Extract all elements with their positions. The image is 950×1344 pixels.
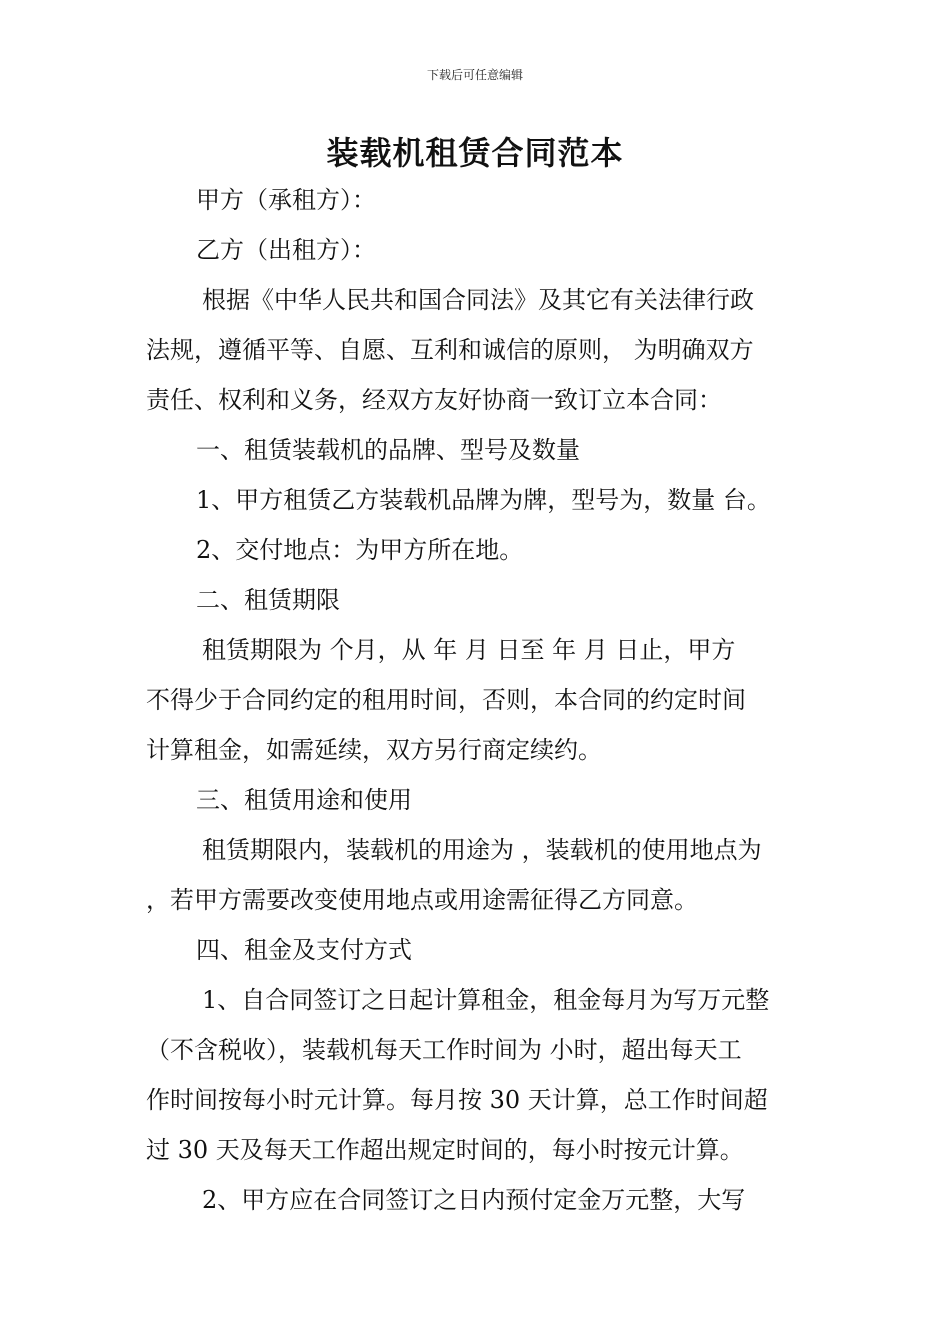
section-2-heading: 二、租赁期限 [196, 586, 340, 614]
header-note: 下载后可任意编辑 [426, 68, 523, 82]
section-2-line-3: 计算租金，如需延续，双方另行商定续约。 [146, 736, 602, 764]
section-3-heading: 三、租赁用途和使用 [196, 786, 412, 814]
document-title: 装载机租赁合同范本 [326, 134, 624, 172]
section-2-line-1: 租赁期限为 个月，从 年 月 日至 年 月 日止，甲方 [202, 636, 736, 664]
section-2-line-2: 不得少于合同约定的租用时间，否则，本合同的约定时间 [146, 686, 746, 714]
section-1-heading: 一、租赁装载机的品牌、型号及数量 [196, 436, 580, 464]
section-1-item-1: 1、甲方租赁乙方装载机品牌为牌，型号为，数量 台。 [196, 486, 771, 514]
section-4-item-2-line-1: 2、甲方应在合同签订之日内预付定金万元整，大写 [202, 1186, 746, 1214]
section-1-item-2: 2、交付地点：为甲方所在地。 [196, 536, 524, 564]
preamble-line-2: 法规，遵循平等、自愿、互利和诚信的原则， 为明确双方 [146, 336, 754, 364]
section-4-heading: 四、租金及支付方式 [196, 936, 412, 964]
section-4-item-1-line-1: 1、自合同签订之日起计算租金，租金每月为写万元整 [202, 986, 770, 1014]
preamble-line-1: 根据《中华人民共和国合同法》及其它有关法律行政 [202, 286, 754, 314]
party-a-line: 甲方（承租方）： [196, 186, 376, 214]
section-4-item-1-line-3: 作时间按每小时元计算。每月按 30 天计算，总工作时间超 [146, 1086, 768, 1114]
section-3-line-1: 租赁期限内，装载机的用途为 ，装载机的使用地点为 [202, 836, 762, 864]
preamble-line-3: 责任、权利和义务，经双方友好协商一致订立本合同： [146, 386, 722, 414]
party-b-line: 乙方（出租方）： [196, 236, 376, 264]
section-3-line-2: ，若甲方需要改变使用地点或用途需征得乙方同意。 [146, 886, 698, 914]
section-4-item-1-line-2: （不含税收），装载机每天工作时间为 小时，超出每天工 [146, 1036, 742, 1064]
section-4-item-1-line-4: 过 30 天及每天工作超出规定时间的，每小时按元计算。 [146, 1136, 744, 1164]
